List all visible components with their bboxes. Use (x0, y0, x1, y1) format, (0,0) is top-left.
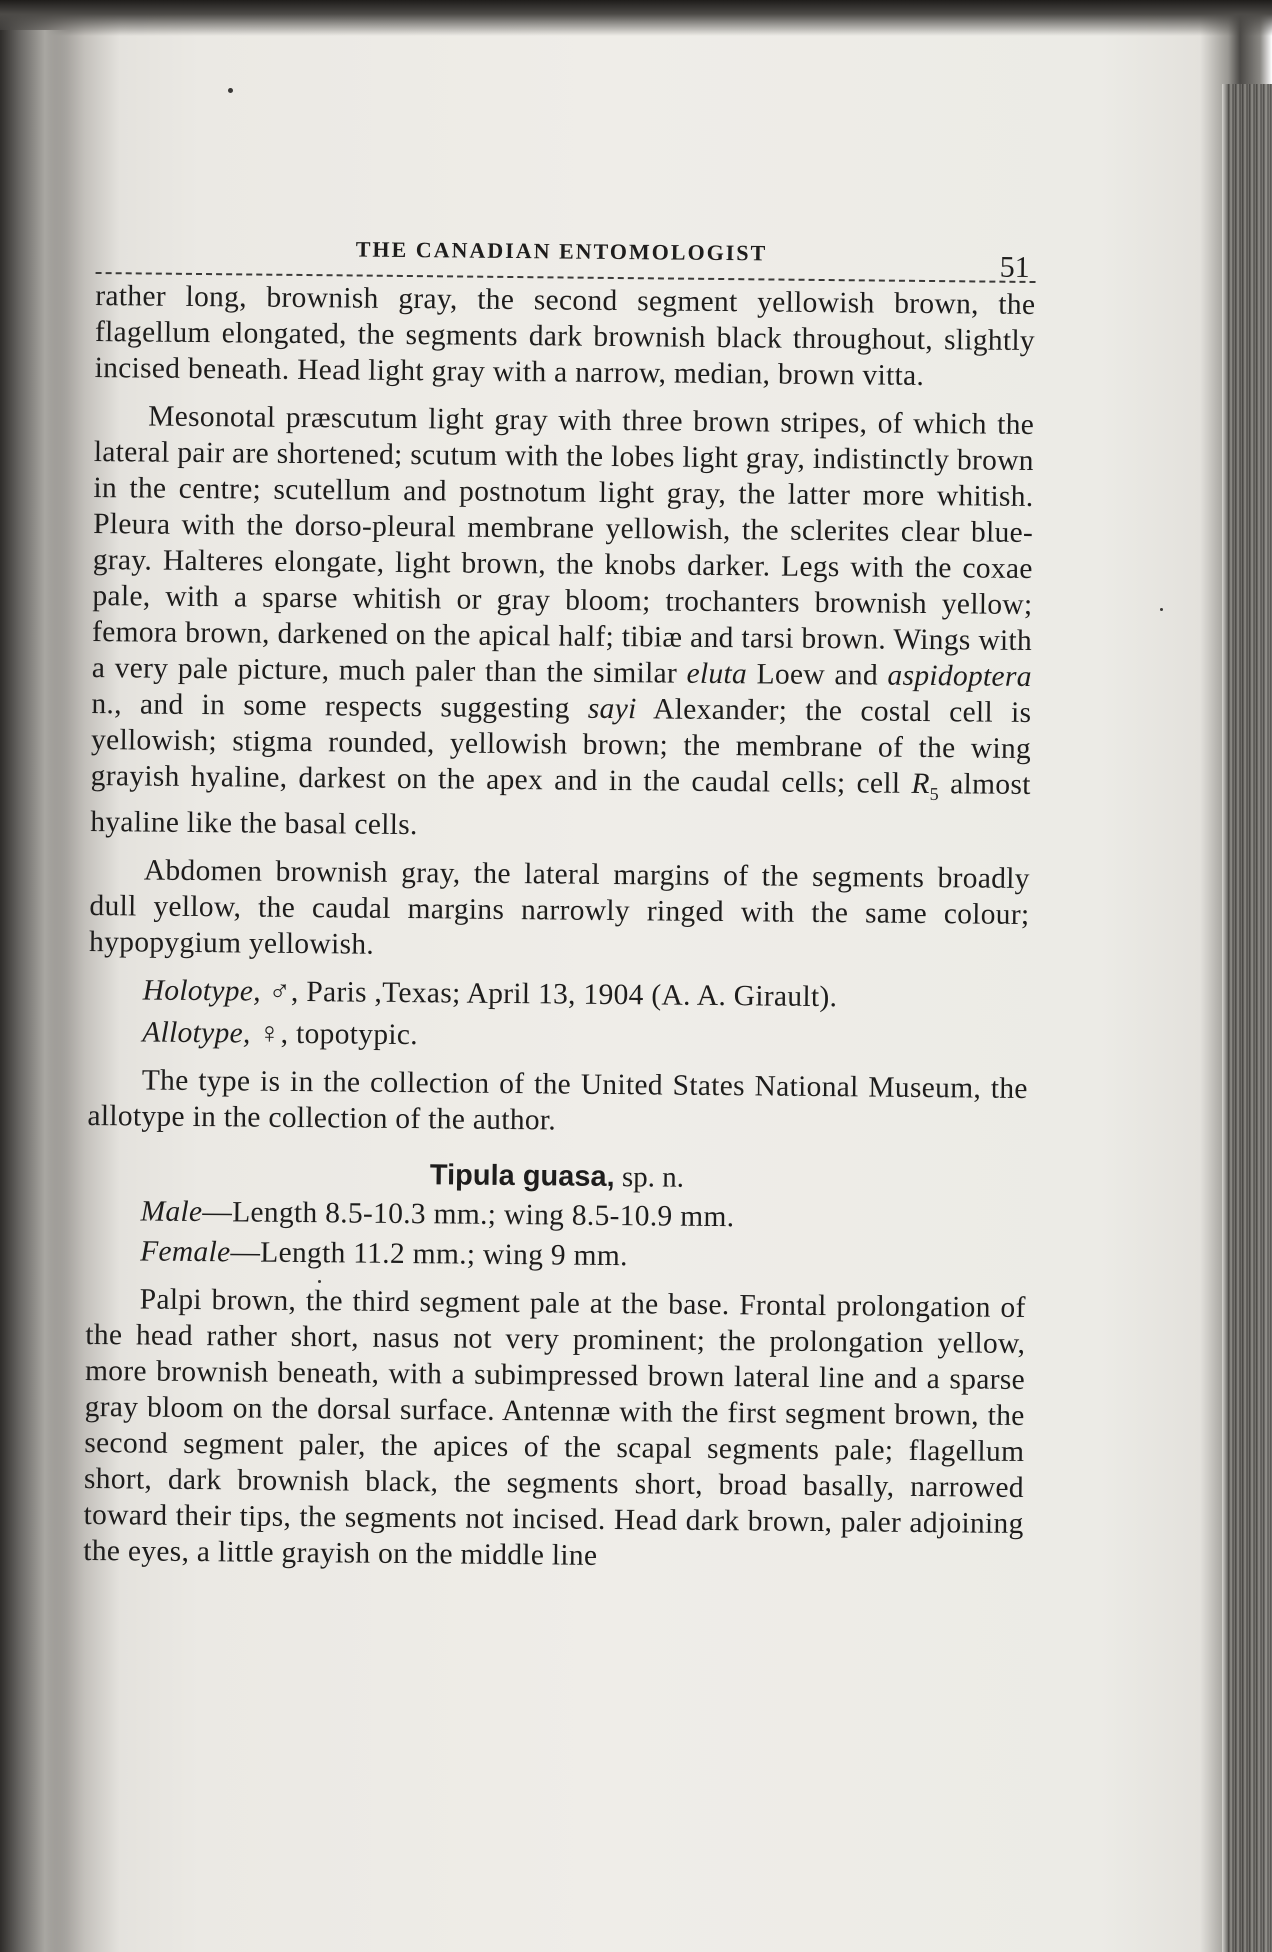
paragraph-type-location: The type is in the collection of the United States National Museum, the allotype in the collection of the author. (87, 1064, 1028, 1137)
species-heading (87, 1156, 1027, 1198)
top-shadow (0, 0, 1272, 36)
cell-r-subscript: 5 (929, 783, 940, 805)
species-tag: sp. n. (614, 1160, 685, 1194)
book-spine (1228, 84, 1272, 1952)
species-aspidoptera: aspidoptera (887, 659, 1032, 694)
text-run: almost hyaline like the basal cells. (90, 768, 1031, 842)
species-eluta: eluta (686, 657, 748, 691)
running-head (96, 228, 1036, 283)
holotype-line (143, 972, 1029, 1017)
text-page (83, 228, 1036, 1578)
paragraph-abdomen: Abdomen brownish gray, the lateral margins of the segments broadly dull yellow, the caudal margins narrowly ringed with the same colour; hypopygium yellowish. (88, 854, 1030, 961)
female-measurements (140, 1233, 1026, 1278)
female-text: —Length 11.2 mm.; wing 9 mm. (230, 1236, 628, 1273)
female-label: Female (140, 1235, 231, 1269)
text-run: Mesonotal præscutum light gray with three brown stripes, of which the lateral pair are shortened; scutum with the lobes light gray, indistinctly brown in the centre; scutellum and postnotum light gray, the latter more whitish. Pleura with the dorso-pleural membrane yellowish, the sclerites clear blue-gray. Halteres elongate, light brown, the knobs darker. Legs with the coxae pale, with a sparse whitish or gray bloom; trochanters brownish yellow; femora brown, darkened on the apical half; tibiæ and tarsi brown. Wings with a very pale picture, much paler than the similar (91, 400, 1035, 690)
paragraph-antennae: rather long, brownish gray, the second segment yellowish brown, the flagellum elongated, the segments dark brownish black throughout, slightly incised beneath. Head light gray with a narrow, median, brown vitta. (94, 279, 1036, 392)
journal-title: THE CANADIAN ENTOMOLOGIST (355, 236, 768, 266)
dust-speck (228, 88, 233, 93)
species-sayi: sayi (587, 692, 637, 726)
paragraph-palpi: Palpi brown, the third segment pale at the base. Frontal prolongation of the head rather short, nasus not very prominent; the prolongation yellow, more brownish beneath, with a subimpressed brown lateral line and a sparse gray bloom on the dorsal surface. Antennæ with the first segment brown, the second segment paler, the apices of the scapal segments pale; flagellum short, dark brownish black, the segments short, broad basally, narrowed toward their tips, the segments not incised. Head dark brown, paler adjoining the eyes, a little grayish on the middle line (83, 1283, 1026, 1572)
male-measurements (140, 1193, 1026, 1238)
male-text: —Length 8.5-10.3 mm.; wing 8.5-10.9 mm. (202, 1195, 735, 1234)
text-run: Loew and (746, 658, 888, 692)
holotype-label: Holotype, (142, 974, 262, 1008)
text-run: n., and in some respects suggesting (91, 687, 589, 725)
paragraph-thorax (90, 398, 1034, 849)
allotype-line (142, 1014, 1028, 1059)
allotype-text: ♀, topotypic. (250, 1017, 419, 1052)
male-label: Male (140, 1195, 203, 1228)
left-page-edge (0, 30, 70, 1952)
allotype-label: Allotype, (142, 1016, 251, 1050)
cell-r-label: R (911, 767, 930, 801)
text-run: Alexander; the costal cell is yellowish; stigma rounded, yellowish brown; the membrane of the wing grayish hyaline, darkest on the apex and in the caudal cells; cell (90, 693, 1032, 800)
dust-speck (1160, 608, 1163, 611)
species-name: Tipula guasa, (429, 1159, 615, 1193)
holotype-text: ♂, Paris ,Texas; April 13, 1904 (A. A. Girault). (260, 975, 838, 1014)
page-number: 51 (999, 250, 1030, 284)
